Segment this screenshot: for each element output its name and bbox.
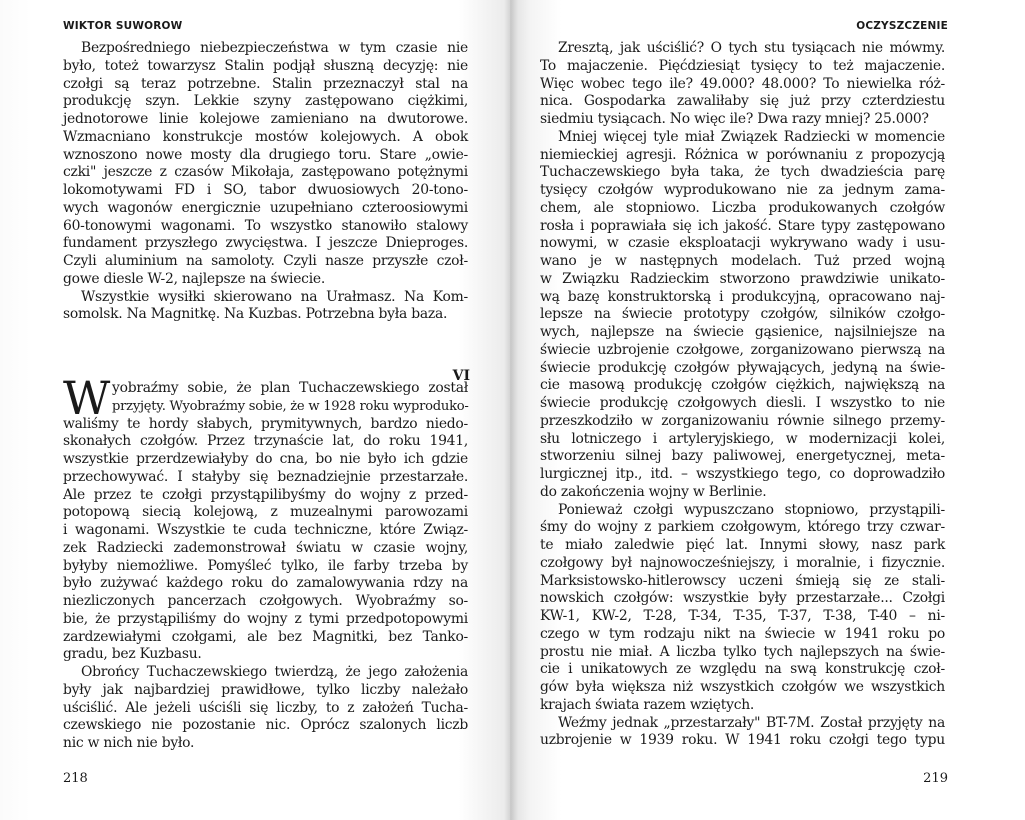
text-line: czołgi są teraz potrzebne. Stalin przeznaczył stal na — [63, 75, 468, 92]
text-line: Weźmy jednak „przestarzały" BT-7M. Został przyjęty na — [558, 714, 945, 731]
text-line: nowskich czołgów: wszystkie były przestarzałe... Czołgi — [540, 590, 945, 607]
right-running-head: OCZYSZCZENIE — [856, 20, 948, 32]
text-line: świecie produkcję czołgów pływających, jedyną na świe- — [540, 359, 945, 376]
text-line: 60-tonowymi wagonami. To wszystko stanowiło stalowy — [63, 217, 468, 234]
text-line: śmy do wojny z parkiem czołgowym, którego trzy czwar- — [540, 519, 945, 536]
text-line: lokomotywami FD i SO, tabor dwuosiowych 20-tono- — [63, 182, 468, 198]
drop-cap: W — [63, 371, 111, 425]
text-line: zardzewiałymi czołgami, ale bez Magnitki, bez Tanko- — [63, 628, 468, 645]
text-line: czołgowy był najnowocześniejszy, i moralnie, i fizycznie. — [540, 554, 945, 571]
text-line: chem, ale stopniowo. Liczba produkowanych czołgów — [540, 199, 945, 216]
text-line: nica. Gospodarka zawaliłaby się już przy czterdziestu — [540, 93, 945, 110]
section-number: VI — [452, 368, 470, 384]
text-line: uściślić. Ale jeżeli uściśli się liczby, to z założeń Tucha- — [63, 699, 468, 716]
text-line: stworzeniu silnej bazy paliwowej, energetycznej, meta- — [540, 448, 945, 465]
text-line: wych, najlepsze na świecie gąsienice, najsilniejsze na — [540, 324, 945, 340]
text-line: wznoszono nowe mosty dla drugiego toru. Stare „owie- — [63, 146, 468, 163]
text-line: Więc wobec tego ile? 49.000? 48.000? To niewielka róż- — [540, 75, 945, 92]
text-line: do zakończenia wojny w Berlinie. — [540, 483, 767, 500]
text-line: było, toteż towarzysz Stalin podjął słuszną decyzję: nie — [63, 57, 468, 74]
text-line: Ponieważ czołgi wypuszczano stopniowo, przystąpili- — [558, 501, 945, 518]
text-line: niezliczonych pancerzach czołgowych. Wyobraźmy so- — [63, 593, 468, 609]
right-page-number: 219 — [923, 771, 948, 786]
text-line: wszystkie przerdzewiałyby do cna, bo nie było ich gdzie — [63, 451, 468, 467]
text-line: przechowywać. I stałyby się beznadziejnie przestarzałe. — [63, 468, 468, 485]
text-line: Marksistowsko-hitlerowscy uczeni śmieją się ze stali- — [540, 572, 945, 589]
right-text-block — [540, 40, 945, 750]
text-line: rosła i poprawiała się ich jakość. Stare typy zastępowano — [540, 217, 945, 234]
text-line: zek Radziecki zademonstrował światu w czasie wojny, — [63, 539, 468, 556]
text-line: wą bazę konstruktorską i produkcyjną, opracowano naj- — [540, 288, 945, 305]
text-line: uzbrojenie w 1939 roku. W 1941 roku czołgi tego typu — [540, 732, 945, 749]
text-line: Zresztą, jak uściślić? O tych stu tysiącach nie mówmy. — [558, 40, 945, 56]
text-line: yobraźmy sobie, że plan Tuchaczewskiego został — [112, 380, 468, 396]
text-line: nic w nich nie było. — [63, 735, 195, 751]
text-line: fundament przyszłego zwycięstwa. I jeszcze Dnieproges. — [63, 235, 468, 252]
text-line: potopową siecią kolejową, z muzealnymi parowozami — [63, 504, 468, 521]
text-line: prostu nie miał. A liczba tylko tych najlepszych na świe- — [540, 643, 945, 660]
left-text-block-top — [63, 40, 468, 324]
text-line: Ale przez te czołgi przystąpilibyśmy do wojny z przed- — [63, 486, 468, 503]
text-line: somolsk. Na Magnitkę. Na Kuzbas. Potrzebna była baza. — [63, 306, 448, 323]
text-line: Mniej więcej tyle miał Związek Radziecki w momencie — [558, 128, 945, 145]
text-line: cie masową produkcję czołgów ciężkich, największą na — [540, 377, 945, 394]
text-line: gów była większa niż wszystkich czołgów we wszystkich — [540, 679, 945, 695]
text-line: Obrońcy Tuchaczewskiego twierdzą, że jego założenia — [81, 664, 468, 680]
text-line: świecie uzbrojenie czołgowe, zorganizowano pierwszą na — [540, 341, 945, 358]
text-line: Czyli aluminium na samoloty. Czyli nasze przyszłe czoł- — [63, 253, 468, 269]
left-running-head: WIKTOR SUWOROW — [63, 20, 183, 32]
text-line: produkcję szyn. Lekkie szyny zastępowano ciężkimi, — [63, 93, 468, 110]
text-line: skonałych czołgów. Przez trzynaście lat, do roku 1941, — [63, 433, 468, 450]
left-page-number: 218 — [63, 771, 88, 786]
text-line: były jak najbardziej prawidłowe, tylko liczby należało — [63, 681, 468, 698]
book-gutter-shadow — [504, 0, 518, 820]
text-line: lepsze na świecie prototypy czołgów, silników czołgo- — [540, 306, 945, 323]
text-line: wano je w następnych modelach. Tuż przed wojną — [540, 253, 945, 269]
text-line: gowe diesle W-2, najlepsze na świecie. — [63, 270, 326, 287]
text-line: KW-1, KW-2, T-28, T-34, T-35, T-37, T-38, T-40 – ni- — [540, 608, 945, 624]
left-page — [0, 0, 510, 820]
text-line: niemieckiej agresji. Różnica w porównaniu z propozycją — [540, 146, 945, 163]
right-page — [510, 0, 1025, 820]
text-line: byłyby niemożliwe. Pomyśleć tylko, ile farby trzeba by — [63, 557, 468, 574]
text-line: te miało zaledwie pięć lat. Innymi słowy, nasz park — [540, 537, 945, 553]
text-line: było zużywać każdego roku do zamalowywania rdzy na — [63, 575, 468, 592]
text-line: waliśmy te hordy słabych, prymitywnych, bardzo niedo- — [63, 415, 468, 432]
text-line: Tuchaczewskiego była taka, że tych dwadzieścia parę — [540, 164, 945, 181]
text-line: świecie produkcję czołgowych diesli. I wszystko to nie — [540, 395, 945, 411]
text-line: krajach świata razem wziętych. — [540, 696, 755, 713]
text-line: przyjęty. Wyobraźmy sobie, że w 1928 roku wyproduko- — [112, 398, 469, 414]
text-line: Wszystkie wysiłki skierowano na Urałmasz. Na Kom- — [81, 288, 468, 305]
text-line: w Związku Radzieckim stworzono prawdziwie unikato- — [540, 270, 945, 287]
text-line: siedmiu tysiącach. No więc ile? Dwa razy mniej? 25.000? — [540, 111, 929, 127]
text-line: To majaczenie. Pięćdziesiąt tysięcy to też majaczenie. — [540, 57, 945, 74]
text-line: Bezpośredniego niebezpieczeństwa w tym czasie nie — [81, 40, 468, 56]
text-line: jednotorowe linie kolejowe zamieniano na dwutorowe. — [63, 111, 468, 127]
text-line: czewskiego nie pozostanie nic. Oprócz szalonych liczb — [63, 717, 468, 734]
text-line: czego w tym rodzaju nikt na świecie w 1941 roku po — [540, 625, 945, 642]
text-line: bie, że przystąpiliśmy do wojny z tymi przedpotopowymi — [63, 610, 468, 627]
text-line: wych wagonów energicznie uzupełniano czteroosiowymi — [63, 199, 468, 216]
text-line: cie i unikatowych ze względu na swą konstrukcję czoł- — [540, 661, 945, 678]
text-line: przeszkodziło w zorganizowaniu równie silnego przemy- — [540, 412, 945, 429]
text-line: Wzmacniano konstrukcje mostów kolejowych. A obok — [63, 128, 468, 145]
text-line: nowymi, w czasie eksploatacji wykrywano wady i usu- — [540, 235, 945, 252]
text-line: czki" jeszcze z czasów Mikołaja, zastępowano potężnymi — [63, 164, 468, 181]
text-line: lurgicznej itp., itd. – wszystkiego tego, co doprowadziło — [540, 466, 945, 482]
text-line: gradu, bez Kuzbasu. — [63, 646, 202, 663]
text-line: słu lotniczego i artyleryjskiego, w modernizacji kolei, — [540, 430, 945, 447]
text-line: i wagonami. Wszystkie te cuda techniczne, które Związ- — [63, 522, 468, 538]
text-line: tysięcy czołgów wyprodukowano nie za jednym zama- — [540, 182, 945, 198]
